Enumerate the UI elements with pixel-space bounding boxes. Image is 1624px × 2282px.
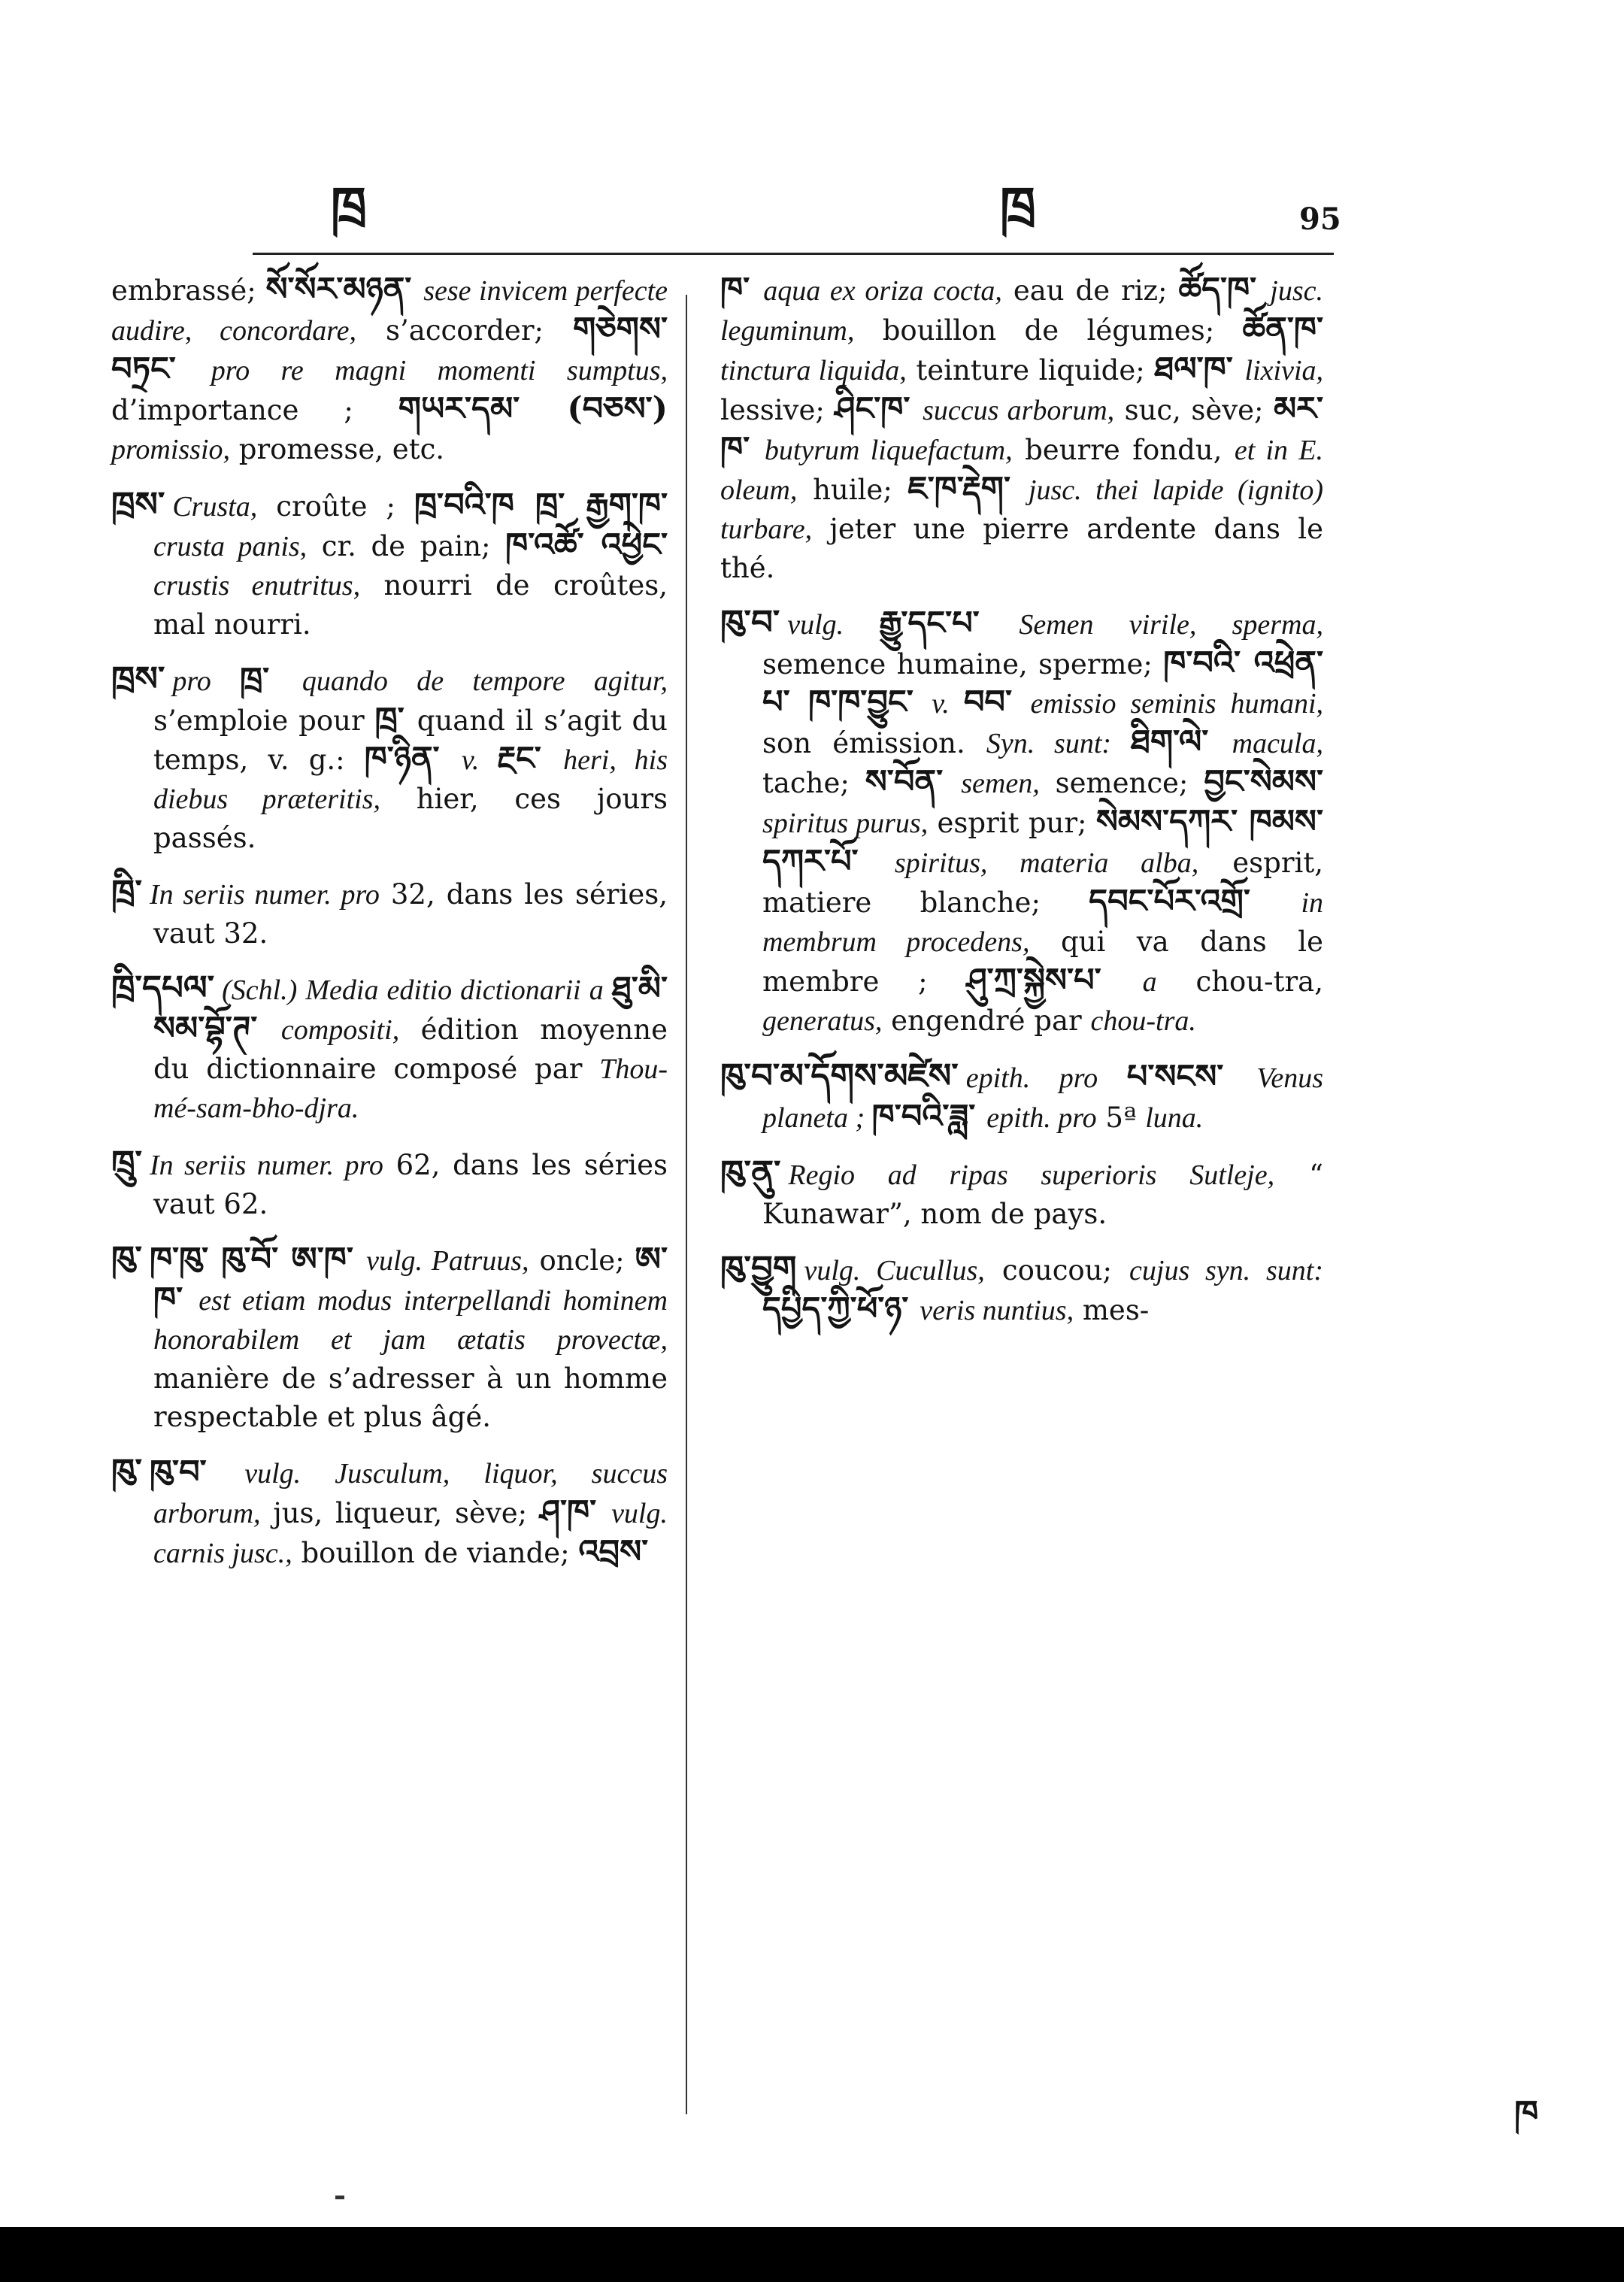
tibetan-term: རྒྱུ་དང་པ་ [879, 605, 1020, 642]
french-text: croûte ; [257, 490, 414, 523]
latin-gloss: macula, [1232, 728, 1323, 759]
latin-gloss: v. [461, 744, 498, 776]
latin-gloss: jusc. leguminum, [720, 275, 1323, 347]
french-text: tache; [762, 767, 865, 799]
scan-speck [335, 2196, 344, 2199]
french-text: hier, ces jours passés. [153, 783, 668, 854]
french-text: jus, liqueur, sève; [260, 1497, 540, 1529]
french-text: cr. de pain; [307, 530, 506, 562]
latin-gloss: generatus, [762, 1005, 883, 1037]
headword: ཁུ་ [111, 1451, 142, 1491]
tibetan-term: ཁ་འཚོ་ འཕྱེང་ [505, 526, 668, 564]
latin-gloss: crustis enutritus, [153, 570, 361, 602]
left-entry [111, 873, 668, 953]
latin-gloss: Regio ad ripas superioris Sutleje, [788, 1159, 1275, 1191]
latin-gloss: vulg. [787, 609, 880, 641]
latin-gloss: heri, his diebus præteritis, [153, 744, 668, 815]
right-entry [720, 1249, 1323, 1330]
left-entry [111, 1144, 668, 1223]
right-entry [720, 603, 1323, 1041]
french-text: 32, dans les séries, vaut 32. [153, 878, 668, 950]
tibetan-term: དཔྱིད་ཀྱི་ཕོ་ཉ་ [762, 1290, 920, 1328]
french-text: jeter une pierre ardente dans le thé. [720, 513, 1323, 584]
latin-gloss: (Schl.) Media editio dictionarii a [222, 974, 612, 1006]
running-head-right: ཁྲ [1000, 176, 1036, 236]
tibetan-term: ཁྲ་བའི་ཁ ཁྲ་ རྒྱག་ཁ་ [414, 486, 668, 524]
latin-gloss: jusc. thei lapide (ignito) turbare, [720, 474, 1323, 545]
latin-gloss: luna. [1145, 1102, 1204, 1134]
latin-gloss: vulg. Jusculum, liquor, succus arborum, [153, 1458, 668, 1529]
tibetan-term: སོ་སོར་མཉན་ [265, 271, 424, 308]
latin-gloss: lixivia, [1244, 355, 1324, 386]
latin-gloss: succus arborum, [923, 395, 1115, 426]
headword: ཁྲས་ [111, 659, 165, 699]
tibetan-term: ཁ་ཁུ་ ཁུ་བོ་ ཨ་ཁ་ [149, 1241, 367, 1278]
french-text: nourri de croûtes, mal nourri. [153, 569, 668, 641]
latin-gloss: vulg. carnis jusc., [153, 1498, 668, 1569]
latin-gloss: Crusta, [172, 491, 258, 523]
left-entry [111, 968, 668, 1128]
french-text: 5ª [1096, 1102, 1146, 1134]
french-text: d’importance ; [111, 394, 398, 426]
french-text: chou-tra, [1156, 965, 1324, 998]
french-text: esprit pur; [928, 807, 1096, 839]
latin-gloss: v. [932, 688, 964, 720]
tibetan-term: ཤིང་ཁ་ [835, 390, 923, 428]
tibetan-term: གཡར་དམ་ (བཅས་) [398, 390, 668, 428]
tibetan-term: ཐུ་མི་སམ་བྷོ་ཊ་ [153, 970, 668, 1047]
latin-gloss: epith. pro [986, 1102, 1097, 1134]
headword: ཁུ་ནུ་ [720, 1153, 781, 1193]
header-rule [253, 253, 1334, 255]
latin-gloss: vulg. Patruus, [366, 1245, 529, 1277]
latin-gloss: et in E. oleum, [720, 435, 1323, 506]
latin-gloss: vulg. Cucullus, [804, 1255, 985, 1286]
latin-gloss: cujus syn. sunt: [1129, 1255, 1323, 1286]
french-text: suc, sève; [1114, 394, 1274, 426]
tibetan-term: ཤ་ཁ་ [539, 1493, 612, 1531]
latin-gloss: crusta panis, [153, 531, 308, 562]
tibetan-term: རྔང་ [497, 740, 564, 777]
french-text: eau de riz; [1001, 274, 1179, 307]
french-text: huile; [797, 474, 908, 506]
latin-gloss: Venus planeta ; [762, 1062, 1323, 1134]
latin-gloss: tinctura liquida, [720, 355, 907, 386]
headword: ཁུ་བ་ [720, 602, 780, 642]
tibetan-term: གཅེགས་བཏྲང་ [111, 311, 668, 388]
french-text: coucou; [984, 1254, 1130, 1286]
left-column [111, 271, 668, 1573]
french-text: édition moyenne du dictionnaire composé par [153, 1014, 668, 1085]
column-divider [686, 295, 687, 2114]
latin-gloss: promissio, [111, 434, 231, 465]
right-column [720, 271, 1323, 1330]
french-text: 62, dans les séries vaut 62. [153, 1149, 668, 1220]
headword: ཁུ་བྱུག [720, 1248, 797, 1288]
tibetan-term: ས་བོན་ [865, 763, 962, 801]
latin-gloss: aqua ex oriza cocta, [763, 275, 1002, 307]
headword: ཁྲས་ [111, 484, 165, 524]
tibetan-term: འབྲས་ [578, 1533, 649, 1571]
latin-gloss: sese invicem perfecte audire, concordare, [111, 275, 668, 347]
french-text: manière de s’adresser à un homme respectable et plus âgé. [153, 1362, 668, 1433]
tibetan-term: ཇ་ཁ་རྡེག་ [907, 470, 1029, 508]
tibetan-term: ཁྲ་ [374, 701, 417, 738]
latin-gloss: quando de tempore agitur, [301, 665, 668, 697]
left-entry [111, 1239, 668, 1436]
latin-gloss: veris nuntius, [920, 1295, 1074, 1326]
running-head-left: ཁྲ [331, 176, 367, 236]
headword: ཁུ་བ་མ་དོགས་མཛེས་ [720, 1056, 959, 1096]
page-number: 95 [1299, 202, 1341, 237]
latin-gloss: chou-tra. [1090, 1005, 1196, 1037]
tibetan-term: ཁ་བའི་ཟླ་ [871, 1098, 987, 1135]
tibetan-term: མར་ ཁ་ [720, 390, 1323, 468]
french-text: son émission. [762, 727, 986, 759]
french-text: s’emploie pour [153, 705, 375, 737]
french-text: oncle; [529, 1244, 635, 1277]
headword: ཁུ་ [111, 1238, 142, 1278]
right-entry [720, 1153, 1323, 1233]
tibetan-term: ཁ་ཉིན་ [364, 740, 462, 777]
french-text: beurre fondu, [1012, 434, 1235, 466]
left-entry [111, 1452, 668, 1573]
french-text: quand il s’agit du temps, v. g.: [153, 705, 668, 776]
latin-gloss: In seriis numer. pro [149, 1150, 383, 1181]
latin-gloss: pro [172, 665, 241, 697]
tibetan-term: བྱང་སེམས་ [1204, 763, 1323, 801]
latin-gloss: Thou-mé-sam-bho-djra. [153, 1053, 668, 1124]
latin-gloss: spiritus, materia alba, [894, 847, 1199, 879]
latin-gloss: semen, [961, 768, 1040, 799]
left-entry [111, 485, 668, 644]
latin-gloss: Syn. sunt: [986, 728, 1131, 759]
right-entry [720, 1056, 1323, 1138]
french-text: bouillon de légumes; [854, 314, 1243, 347]
latin-gloss: compositi, [280, 1014, 400, 1046]
tibetan-term: ཚོད་ཁ་ [1178, 271, 1271, 308]
tibetan-term: ཁུ་བ་ [149, 1453, 245, 1491]
tibetan-term: ཐིག་ལེ་ [1130, 723, 1232, 761]
french-text: semence humaine, sperme; [762, 648, 1164, 680]
french-text: esprit, matiere blanche; [762, 847, 1324, 919]
latin-gloss: spiritus purus, [762, 808, 929, 839]
tibetan-term: བབ་ [963, 683, 1031, 721]
tibetan-term: ཐལ་ཁ་ [1154, 350, 1245, 388]
french-text: bouillon de viande; [292, 1537, 579, 1569]
french-text: teinture liquide; [906, 354, 1155, 386]
latin-gloss: pro re magni momenti sumptus, [211, 355, 668, 386]
right-continued-entry [720, 271, 1323, 587]
french-text: mes- [1074, 1294, 1150, 1326]
tibetan-term: པ་སངས་ [1126, 1058, 1257, 1096]
left-entry [111, 659, 668, 857]
headword: ཁྲི་ [111, 872, 142, 912]
tibetan-term: ཨ་ཁ་ [153, 1241, 668, 1318]
french-text: s’accorder; [356, 314, 574, 347]
tibetan-term: སེམས་དཀར་ ཁམས་ དཀར་པོ་ [762, 803, 1323, 880]
tibetan-term: ཚོན་ཁ་ [1242, 311, 1323, 348]
french-text: qui va dans le membre ; [762, 926, 1323, 998]
tibetan-term: ཁ་ [720, 271, 764, 308]
latin-gloss: est etiam modus interpellandi hominem honorabilem et jam ætatis provectæ, [153, 1285, 668, 1356]
french-text: promesse, etc. [230, 433, 445, 465]
french-text: engendré par [882, 1005, 1091, 1037]
tibetan-term: ཁ་བའི་ འཕྲེན་པ་ ཁ་ཁ་བྱུང་ [762, 644, 1323, 721]
latin-gloss: epith. pro [965, 1062, 1127, 1094]
tibetan-term: ཤུ་ཀྲ་སྐྱེས་པ་ [966, 962, 1143, 999]
left-continued-entry [111, 271, 668, 469]
page-edge-mark: ཁ [1514, 2093, 1539, 2133]
tibetan-term: དབང་པོར་འགྲོ་ [1089, 883, 1301, 920]
latin-gloss: Semen virile, sperma, [1019, 609, 1323, 641]
french-text: embrassé; [111, 274, 266, 307]
latin-gloss: in membrum procedens, [762, 887, 1323, 958]
french-text: semence; [1039, 767, 1204, 799]
latin-gloss: In seriis numer. pro [149, 879, 380, 911]
french-text: “ Kunawar”, nom de pays. [762, 1159, 1323, 1230]
headword: ཁྲུ་ [111, 1143, 142, 1183]
latin-gloss: butyrum liquefactum, [764, 435, 1013, 466]
headword: ཁྲི་དཔལ་ [111, 968, 215, 1008]
latin-gloss: a [1142, 966, 1157, 998]
scan-bottom-bar [0, 2227, 1624, 2282]
french-text: lessive; [720, 394, 835, 426]
tibetan-term: ཁྲ་ [240, 661, 302, 699]
latin-gloss: emissio seminis humani, [1030, 688, 1324, 720]
